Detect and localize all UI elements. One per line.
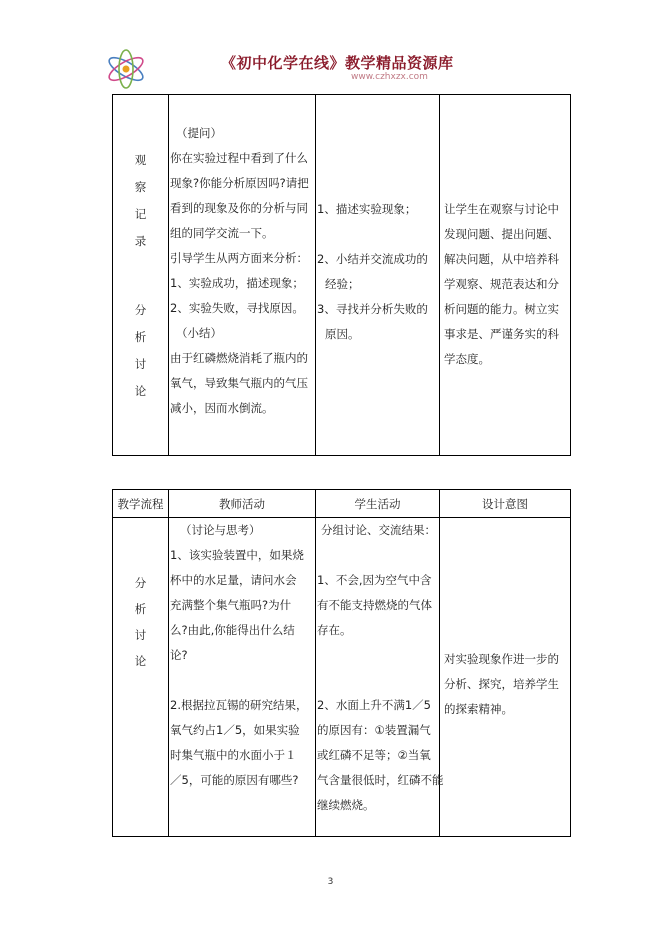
student-line: 分组讨论、交流结果：	[321, 523, 436, 537]
atom-logo-icon	[103, 48, 149, 90]
process-char: 察	[134, 180, 147, 194]
lesson-table-2	[112, 489, 571, 837]
teacher-activity-cell	[169, 95, 316, 456]
page-number: 3	[327, 877, 334, 887]
process-char: 讨	[134, 357, 147, 371]
teacher-line: 杯中的水足量，请问水会	[170, 573, 297, 587]
process-char: 析	[134, 330, 147, 344]
student-line: 1、描述实验现象；	[317, 202, 417, 216]
header-design: 设计意图	[440, 490, 571, 518]
teacher-line: 论?	[170, 648, 188, 662]
design-intent-cell	[440, 518, 571, 837]
teacher-line: 2.根据拉瓦锡的研究结果，	[170, 698, 308, 712]
student-line: 1、不会,因为空气中含	[317, 573, 432, 587]
lesson-table-1	[112, 94, 571, 456]
student-line: 的原因有：①装置漏气	[317, 723, 431, 737]
teacher-line: （小结）	[176, 326, 222, 340]
teacher-line: 1、该实验装置中，如果烧	[170, 548, 304, 562]
student-activity-cell	[316, 518, 444, 837]
process-char: 录	[134, 234, 147, 248]
design-line: 对实验现象作进一步的	[444, 652, 559, 666]
student-line: 2、水面上升不满1／5	[317, 698, 431, 712]
process-char: 观	[134, 153, 147, 167]
process-char: 记	[134, 207, 147, 221]
teacher-line: 1、实验成功，描述现象；	[170, 276, 304, 290]
teacher-line: （提问）	[176, 126, 222, 140]
header-process: 教学流程	[113, 490, 169, 518]
student-line: 原因。	[325, 327, 360, 341]
process-char: 讨	[134, 628, 147, 642]
student-line: 存在。	[317, 623, 352, 637]
teacher-line: 由于红磷燃烧消耗了瓶内的	[170, 351, 308, 365]
banner-title: 《初中化学在线》教学精品资源库	[221, 54, 454, 72]
student-line: 2、小结并交流成功的	[317, 252, 428, 266]
design-line: 学观察、规范表达和分	[444, 277, 559, 291]
teacher-line: 氧气，导致集气瓶内的气压	[170, 376, 308, 390]
student-line: 有不能支持燃烧的气体	[317, 598, 432, 612]
design-line: 析问题的能力。树立实	[444, 302, 559, 316]
design-line: 解决问题，从中培养科	[444, 252, 559, 266]
student-line: 或红磷不足等；②当氧	[317, 748, 431, 762]
process-char: 析	[134, 602, 147, 616]
design-line: 发现问题、提出问题、	[444, 227, 559, 241]
student-activity-cell	[316, 95, 440, 456]
teacher-line: （讨论与思考）	[180, 523, 261, 537]
process-char: 分	[134, 576, 147, 590]
design-line: 分析、探究，培养学生	[444, 677, 559, 691]
teacher-line: ／5，可能的原因有哪些?	[170, 773, 299, 787]
banner-url: www.czhxzx.com	[351, 72, 428, 82]
student-line: 经验；	[325, 277, 360, 291]
header-banner	[103, 48, 560, 91]
design-intent-cell	[440, 95, 571, 456]
header-student: 学生活动	[316, 490, 440, 518]
teacher-line: 氧气约占1／5，如果实验	[170, 723, 300, 737]
teacher-line: 现象?你能分析原因吗?请把	[170, 176, 309, 190]
student-line: 气含量很低时，红磷不能	[317, 773, 444, 787]
teacher-line: 你在实验过程中看到了什么	[170, 151, 308, 165]
teacher-line: 充满整个集气瓶吗?为什	[170, 598, 292, 612]
design-line: 事求是、严谨务实的科	[444, 327, 559, 341]
design-line: 让学生在观察与讨论中	[444, 202, 559, 216]
design-line: 学态度。	[444, 352, 490, 366]
student-line: 3、寻找并分析失败的	[317, 302, 428, 316]
process-char: 分	[134, 303, 147, 317]
teacher-line: 看到的现象及你的分析与同	[170, 201, 308, 215]
process-char: 论	[134, 384, 147, 398]
teacher-line: 引导学生从两方面来分析：	[170, 251, 308, 265]
process-cell	[113, 95, 169, 456]
teacher-activity-cell	[169, 518, 316, 837]
teacher-line: 组的同学交流一下。	[170, 226, 274, 240]
header-teacher: 教师活动	[169, 490, 316, 518]
student-line: 继续燃烧。	[317, 798, 375, 812]
process-cell	[113, 518, 169, 837]
process-char: 论	[134, 654, 147, 668]
teacher-line: 么?由此,你能得出什么结	[170, 623, 295, 637]
design-line: 的探索精神。	[444, 702, 513, 716]
teacher-line: 时集气瓶中的水面小于１	[170, 748, 297, 762]
teacher-line: 减小，因而水倒流。	[170, 401, 274, 415]
teacher-line: 2、实验失败，寻找原因。	[170, 301, 304, 315]
